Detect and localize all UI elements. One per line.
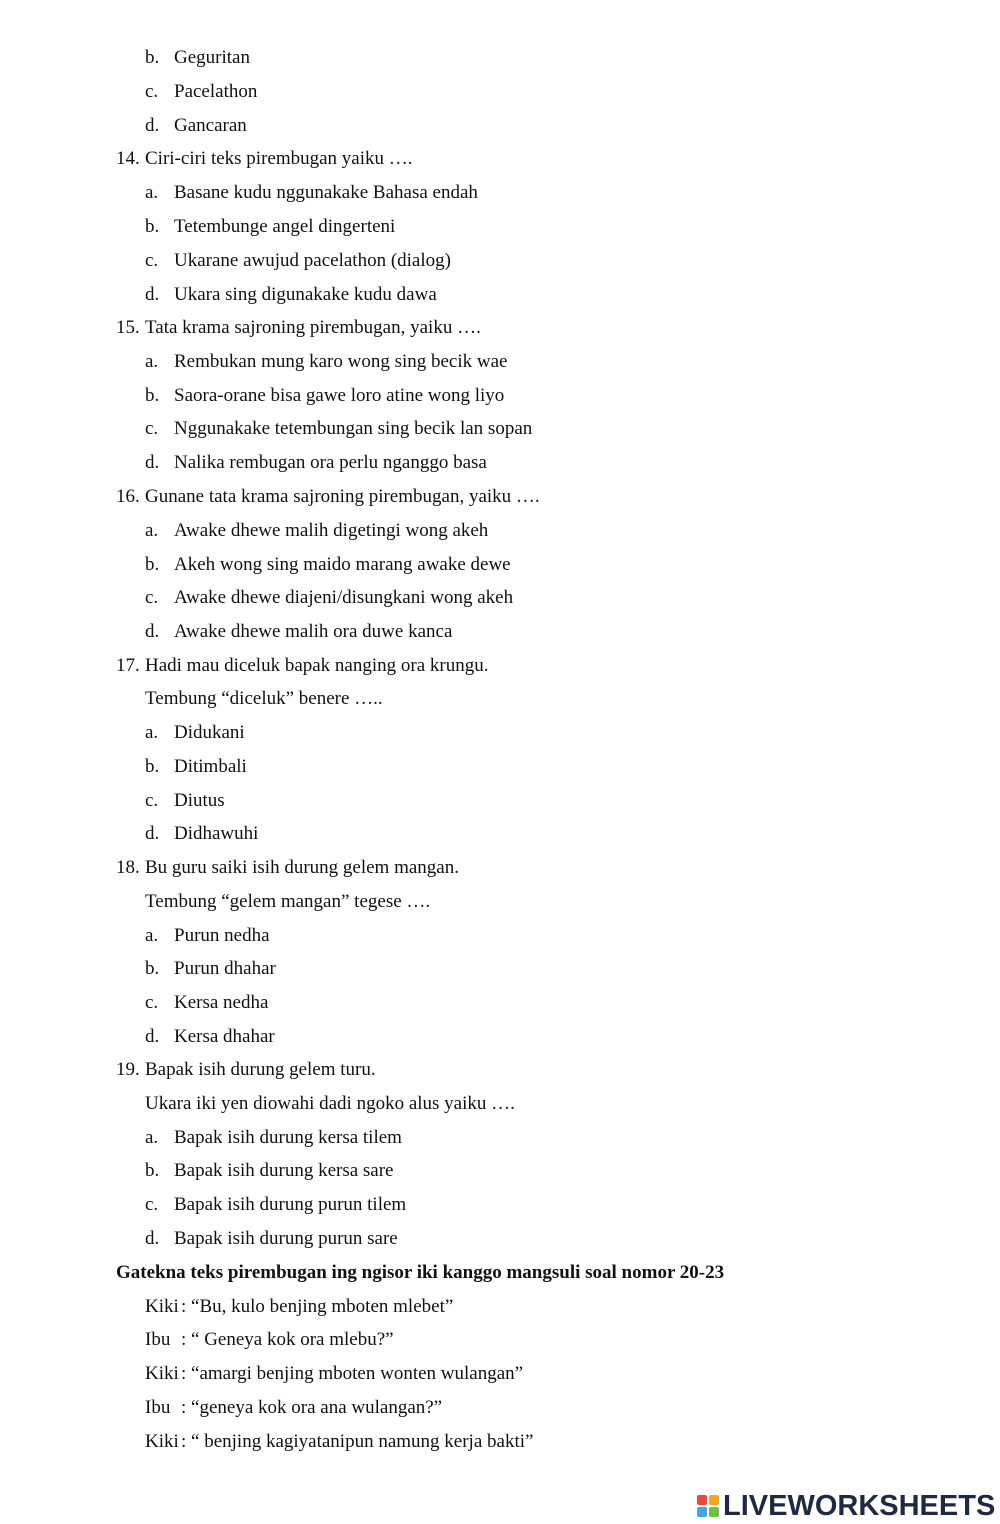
liveworksheets-logo-icon [697, 1495, 719, 1517]
option-prev-b: b. Geguritan [145, 47, 250, 68]
option-15-a[interactable]: a. Rembukan mung karo wong sing becik wae [145, 351, 508, 372]
option-14-b[interactable]: b. Tetembunge angel dingerteni [145, 216, 396, 237]
option-17-b[interactable]: b. Ditimbali [145, 756, 247, 777]
dialogue-line: Kiki : “amargi benjing mboten wonten wulangan” [145, 1363, 524, 1384]
question-16: 16. Gunane tata krama sajroning pirembugan, yaiku …. [116, 486, 540, 507]
option-15-c[interactable]: c. Nggunakake tetembungan sing becik lan sopan [145, 418, 533, 439]
logo-square-icon [709, 1507, 719, 1517]
option-prev-d: d. Gancaran [145, 115, 247, 136]
option-19-c[interactable]: c. Bapak isih durung purun tilem [145, 1194, 407, 1215]
option-18-c[interactable]: c. Kersa nedha [145, 992, 269, 1013]
option-18-d[interactable]: d. Kersa dhahar [145, 1026, 275, 1047]
option-17-a[interactable]: a. Didukani [145, 722, 245, 743]
option-15-b[interactable]: b. Saora-orane bisa gawe loro atine wong liyo [145, 385, 505, 406]
question-18-stem2: Tembung “gelem mangan” tegese …. [145, 891, 431, 912]
option-14-c[interactable]: c. Ukarane awujud pacelathon (dialog) [145, 250, 451, 271]
question-18: 18. Bu guru saiki isih durung gelem mangan. [116, 857, 459, 878]
option-19-d[interactable]: d. Bapak isih durung purun sare [145, 1228, 398, 1249]
option-prev-c: c. Pacelathon [145, 81, 258, 102]
logo-square-icon [709, 1495, 719, 1505]
liveworksheets-logo[interactable] [697, 1490, 995, 1522]
option-19-b[interactable]: b. Bapak isih durung kersa sare [145, 1160, 394, 1181]
option-16-d[interactable]: d. Awake dhewe malih ora duwe kanca [145, 621, 453, 642]
option-18-a[interactable]: a. Purun nedha [145, 925, 270, 946]
dialogue-line: Ibu : “geneya kok ora ana wulangan?” [145, 1397, 443, 1418]
dialogue-line: Ibu : “ Geneya kok ora mlebu?” [145, 1329, 394, 1350]
question-19-stem2: Ukara iki yen diowahi dadi ngoko alus yaiku …. [145, 1093, 515, 1114]
section-heading: Gatekna teks pirembugan ing ngisor iki kanggo mangsuli soal nomor 20-23 [116, 1262, 725, 1283]
question-15: 15. Tata krama sajroning pirembugan, yaiku …. [116, 317, 481, 338]
option-16-a[interactable]: a. Awake dhewe malih digetingi wong akeh [145, 520, 489, 541]
brand-name: LIVEWORKSHEETS [723, 1489, 996, 1522]
option-18-b[interactable]: b. Purun dhahar [145, 958, 276, 979]
question-19: 19. Bapak isih durung gelem turu. [116, 1059, 376, 1080]
option-19-a[interactable]: a. Bapak isih durung kersa tilem [145, 1127, 402, 1148]
question-17-stem2: Tembung “diceluk” benere ….. [145, 688, 383, 709]
question-14: 14. Ciri-ciri teks pirembugan yaiku …. [116, 148, 413, 169]
option-17-c[interactable]: c. Diutus [145, 790, 225, 811]
dialogue-line: Kiki : “ benjing kagiyatanipun namung kerja bakti” [145, 1431, 534, 1452]
option-14-a[interactable]: a. Basane kudu nggunakake Bahasa endah [145, 182, 478, 203]
option-16-c[interactable]: c. Awake dhewe diajeni/disungkani wong akeh [145, 587, 514, 608]
option-16-b[interactable]: b. Akeh wong sing maido marang awake dewe [145, 554, 511, 575]
logo-square-icon [697, 1507, 707, 1517]
option-17-d[interactable]: d. Didhawuhi [145, 823, 259, 844]
option-15-d[interactable]: d. Nalika rembugan ora perlu nganggo basa [145, 452, 487, 473]
question-17: 17. Hadi mau diceluk bapak nanging ora krungu. [116, 655, 489, 676]
dialogue-line: Kiki : “Bu, kulo benjing mboten mlebet” [145, 1296, 454, 1317]
option-14-d[interactable]: d. Ukara sing digunakake kudu dawa [145, 284, 437, 305]
logo-square-icon [697, 1495, 707, 1505]
